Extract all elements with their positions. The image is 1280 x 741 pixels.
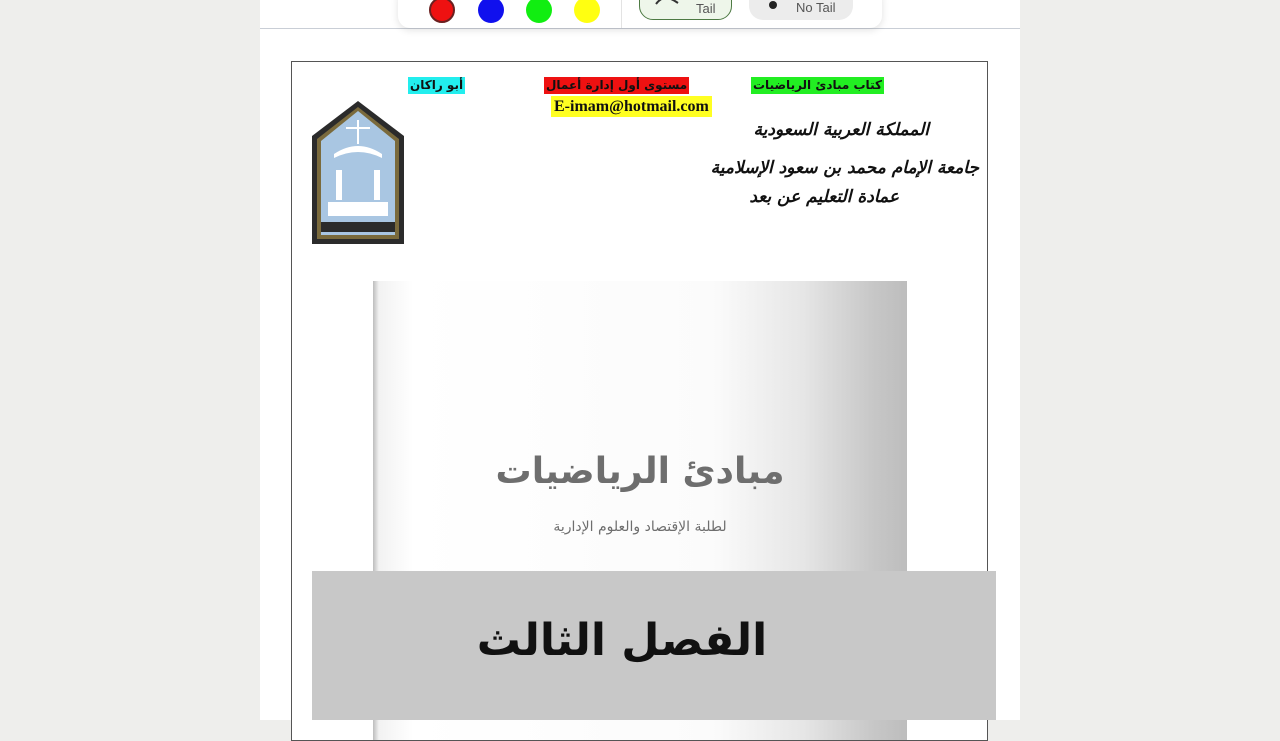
highlight-level: مستوى أول إدارة أعمال: [546, 78, 688, 92]
scan-title: مبادئ الرياضيات: [495, 451, 785, 492]
highlight-author: أبو راكان: [410, 78, 464, 92]
tail-label: Tail: [696, 1, 716, 16]
no-tail-button[interactable]: [749, 0, 853, 20]
toolbar-divider: [260, 28, 1020, 29]
color-swatch-yellow[interactable]: [574, 0, 600, 23]
chapter-title: الفصل الثالث: [476, 615, 768, 666]
highlight-book-title: كتاب مبادئ الرياضيات: [753, 78, 882, 92]
toolbar-separator: [621, 0, 622, 28]
scan-subtitle: لطلبة الإقتصاد والعلوم الإدارية: [553, 519, 727, 535]
tilde-curve-icon: [654, 0, 680, 10]
annotation-toolbar: [398, 0, 882, 28]
color-swatch-blue[interactable]: [478, 0, 504, 23]
chapter-overlay: [312, 571, 996, 720]
heading-deanship: عمادة التعليم عن بعد: [749, 187, 899, 207]
heading-kingdom: المملكة العربية السعودية: [753, 120, 929, 140]
imam-university-seal-icon: [306, 98, 410, 248]
no-tail-label: No Tail: [796, 0, 836, 15]
color-swatch-green[interactable]: [526, 0, 552, 23]
tail-button[interactable]: [639, 0, 732, 20]
color-swatch-red[interactable]: [429, 0, 455, 23]
dot-icon: [769, 1, 777, 9]
email-text: E-imam@hotmail.com: [551, 96, 712, 117]
heading-university: جامعة الإمام محمد بن سعود الإسلامية: [710, 158, 979, 178]
